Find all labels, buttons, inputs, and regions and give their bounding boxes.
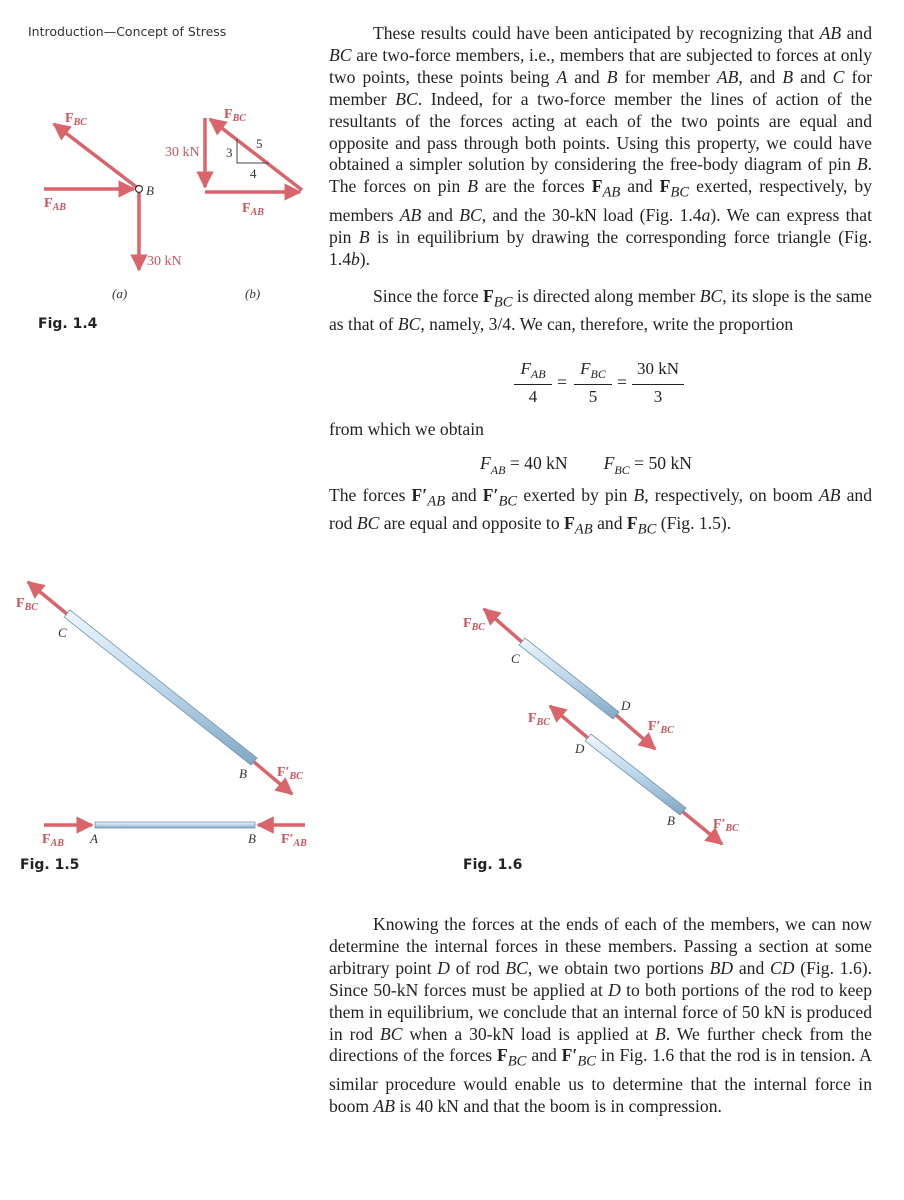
paragraph-slope: Since the force $F_{BC}$ is directed along member BC, its slope is the same as that of BC, namely, 3/4. We can, therefore, write the proportion [329, 286, 872, 335]
subfig-a-label: (a) [112, 286, 128, 301]
label-point-c: C [511, 651, 520, 666]
fig-1-5-caption: Fig. 1.5 [20, 857, 80, 873]
label-fbc: $F_{BC}$ [16, 596, 38, 613]
label-point-d-lower: D [575, 741, 585, 756]
label-point-c: C [58, 625, 67, 640]
label-point-b: B [239, 766, 247, 781]
label-point-b: B [146, 183, 154, 198]
label-fab: $F_{AB}$ [42, 832, 64, 849]
tri-label-load: 30 kN [165, 145, 200, 160]
label-point-a: A [90, 831, 98, 846]
label-fbc-lower: $F_{BC}$ [528, 711, 550, 728]
paragraph-two-force-members: These results could have been anticipated by recognizing that AB and BC are two-force members, i.e., members that are subjected to forces at only two points, these points being A and B for member AB, and B and C for member BC. Indeed, for a two-force member the lines of action of the resultants of the forces acting at each of the two points are equal and opposite and pass through both points. Using this property, we could have obtained a simpler solution by considering the free-body diagram of pin B. The forces on pin B are the forces $F_{AB}$ and $F_{BC}$ exerted, respectively, by members AB and BC, and the 30-kN load (Fig. 1.4a). We can express that pin B is in equilibrium by drawing the corresponding force triangle (Fig. 1.4b). [329, 23, 873, 269]
label-fab-prime: $F'_{AB}$ [281, 832, 307, 849]
dim-4: 4 [250, 166, 257, 181]
label-fbc: $F_{BC}$ [65, 111, 87, 128]
rod-db [585, 734, 686, 815]
fig-1-4-caption: Fig. 1.4 [38, 316, 98, 332]
label-point-b: B [667, 813, 675, 828]
tri-label-fbc: $F_{BC}$ [224, 107, 246, 124]
pin-b [136, 186, 143, 193]
fig-1-4b [165, 107, 302, 301]
dim-3: 3 [226, 145, 233, 160]
force-fbc-arrow [54, 124, 139, 189]
rod-cd [519, 638, 619, 719]
label-load: 30 kN [147, 254, 182, 269]
label-fbc-prime-lower: $F'_{BC}$ [713, 817, 739, 834]
tri-label-fab: $F_{AB}$ [242, 201, 264, 218]
label-point-b2: B [248, 831, 256, 846]
label-fbc-upper: $F_{BC}$ [463, 616, 485, 633]
paragraph-from-which: from which we obtain [329, 419, 484, 439]
rod-bc [64, 610, 257, 765]
dim-5: 5 [256, 136, 263, 151]
equation-result: $F_{AB} = 40$ kN $F_{BC} = 50$ kN [480, 453, 692, 477]
label-fab: $F_{AB}$ [44, 196, 66, 213]
fig-1-4a [44, 111, 182, 301]
paragraph-internal-forces: Knowing the forces at the ends of each of the members, we can now determine the internal forces in these members. Passing a section at some arbitrary point D of rod BC, we obtain two portions BD and CD (Fig. 1.6). Since 50-kN forces must be applied at D to both portions of the rod to keep them in equilibrium, we conclude that an internal force of 50 kN is produced in rod BC when a 30-kN load is applied at B. We further check from the directions of the forces $F_{BC}$ and $F'_{BC}$ in Fig. 1.6 that the rod is in tension. A similar procedure would enable us to determine that the internal force in boom AB is 40 kN and that the boom is in compression. [329, 914, 873, 1116]
fig-1-6-caption: Fig. 1.6 [463, 857, 523, 873]
label-point-d-upper: D [621, 698, 631, 713]
fig-1-5 [16, 582, 307, 849]
label-fbc-prime-upper: $F'_{BC}$ [648, 719, 674, 736]
subfig-b-label: (b) [245, 286, 261, 301]
fig-1-6 [463, 609, 739, 844]
paragraph-equal-opposite: The forces $F'_{AB}$ and $F'_{BC}$ exerted by pin B, respectively, on boom AB and rod BC are equal and opposite to $F_{AB}$ and $F_{BC}$ (Fig. 1.5). [329, 485, 872, 538]
boom-ab [95, 822, 255, 828]
force-fbc-upper-arrow [484, 609, 522, 642]
running-header: Introduction—Concept of Stress [28, 24, 227, 39]
force-fbc-lower-arrow [550, 706, 588, 738]
label-fbc-prime: $F'_{BC}$ [277, 765, 303, 782]
